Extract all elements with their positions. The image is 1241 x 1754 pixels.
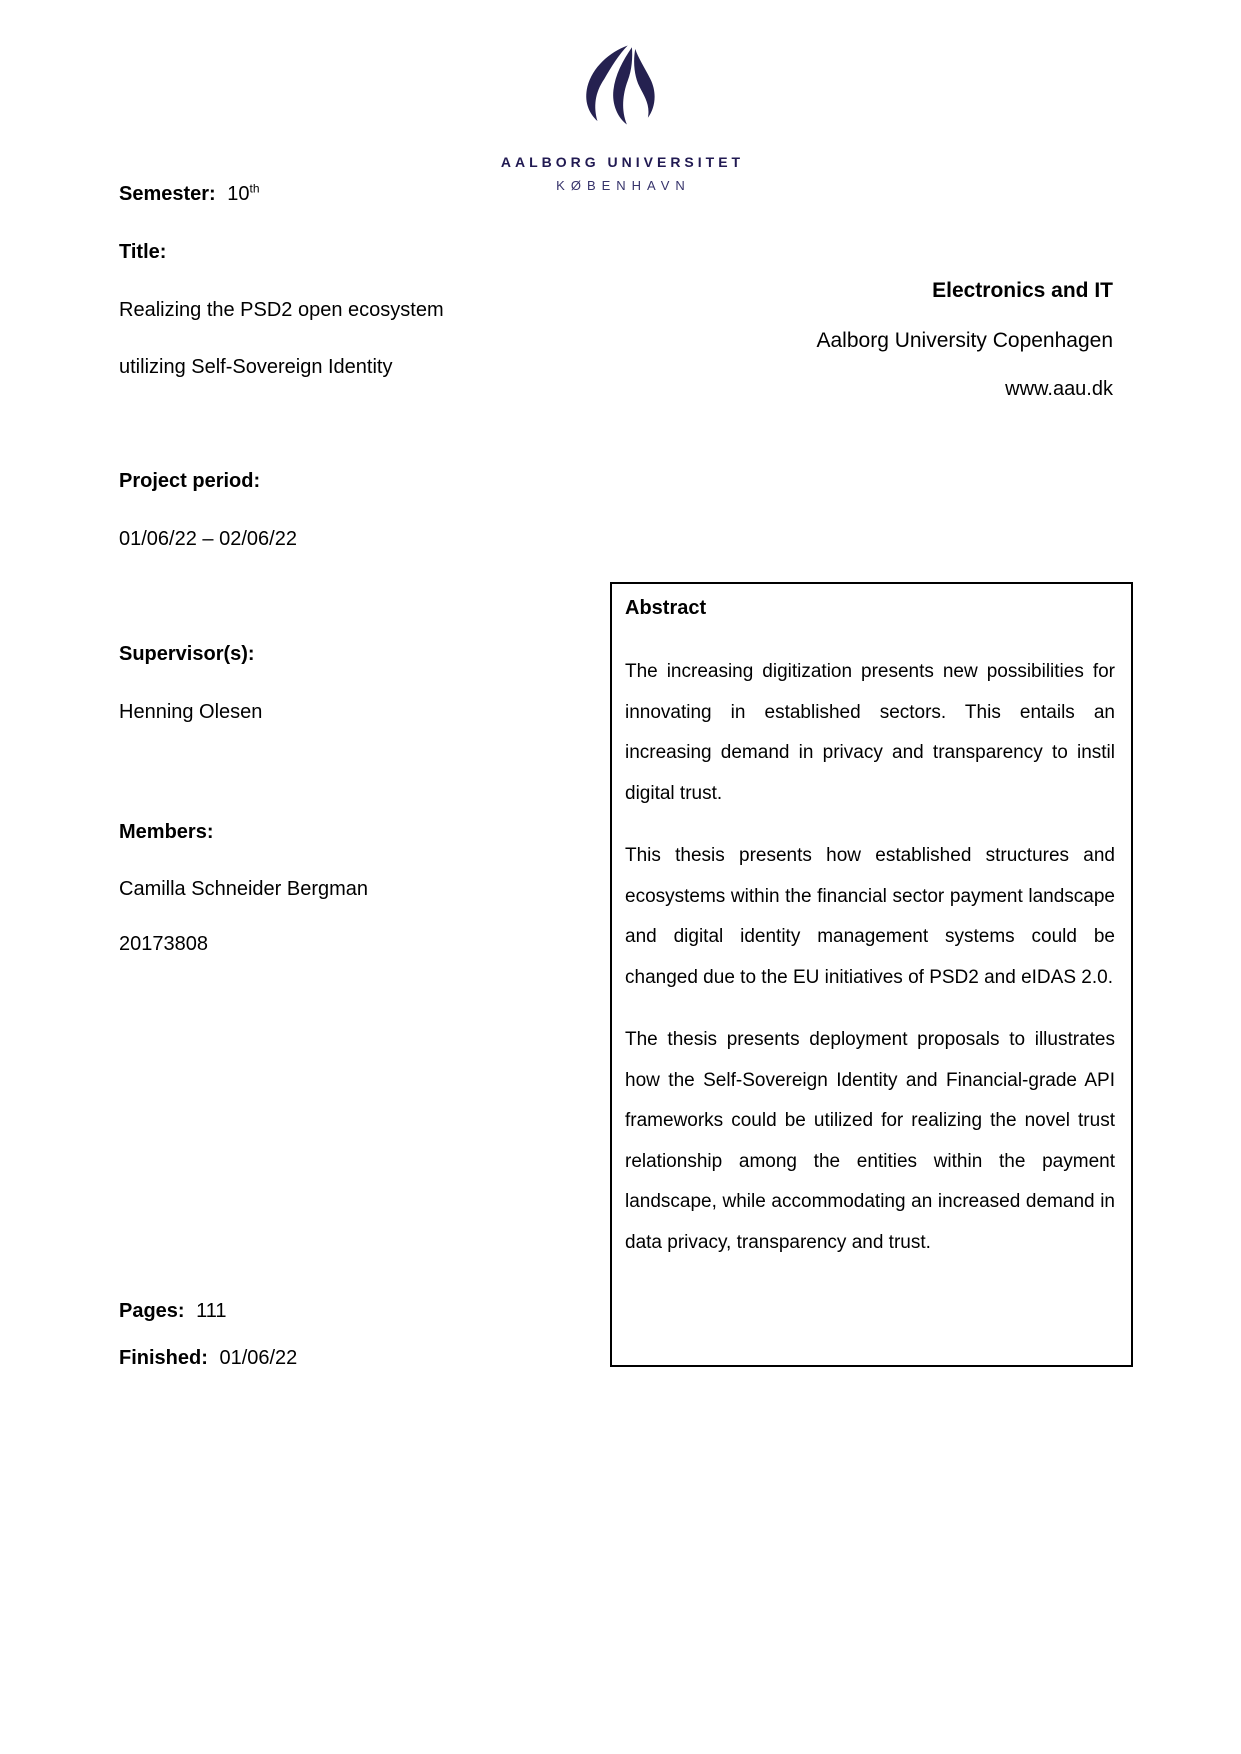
title-label: Title: [119, 241, 167, 263]
pages-label: Pages: [119, 1300, 185, 1322]
pages-value: 111 [196, 1300, 227, 1322]
aau-swoosh-icon [579, 42, 663, 128]
department-name: Electronics and IT [932, 279, 1113, 302]
abstract-box [610, 582, 1133, 1367]
thesis-title-line-1: Realizing the PSD2 open ecosystem [119, 299, 444, 321]
semester-label: Semester: [119, 183, 216, 205]
abstract-paragraph-2: This thesis presents how established structures and ecosystems within the financial sector payment landscape and digital identity management systems could be changed due to the EU initiatives of PSD2 and eIDAS 2.0. [625, 845, 1115, 988]
pages-row [119, 1300, 227, 1323]
semester-value: 10 [227, 183, 250, 205]
aau-logo-institution: AALBORG UNIVERSITET [500, 154, 745, 170]
thesis-title-line-2: utilizing Self-Sovereign Identity [119, 356, 393, 378]
aau-logo-city: KØBENHAVN [556, 178, 691, 193]
finished-label: Finished: [119, 1347, 208, 1369]
semester-row [119, 183, 260, 206]
supervisors-label: Supervisor(s): [119, 643, 255, 665]
finished-value: 01/06/22 [219, 1347, 298, 1369]
university-website: www.aau.dk [1005, 378, 1113, 400]
university-name: Aalborg University Copenhagen [816, 329, 1113, 352]
abstract-paragraph-1: The increasing digitization presents new possibilities for innovating in established sectors. This entails an increasing demand in privacy and transparency to instil digital trust. [625, 661, 1115, 804]
project-period-label: Project period: [119, 470, 261, 492]
project-period-value: 01/06/22 – 02/06/22 [119, 528, 297, 550]
member-name: Camilla Schneider Bergman [119, 878, 369, 900]
abstract-paragraph-3: The thesis presents deployment proposals to illustrates how the Self-Sovereign Identity and Financial-grade API frameworks could be utilized for realizing the novel trust relationship among the entities within the payment landscape, while accommodating an increased demand in data privacy, transparency and trust. [625, 1029, 1115, 1253]
members-label: Members: [119, 821, 214, 843]
supervisor-name: Henning Olesen [119, 701, 263, 723]
semester-ordinal: th [249, 181, 260, 196]
abstract-title: Abstract [625, 597, 707, 619]
finished-row [119, 1347, 297, 1370]
member-student-id: 20173808 [119, 933, 208, 955]
